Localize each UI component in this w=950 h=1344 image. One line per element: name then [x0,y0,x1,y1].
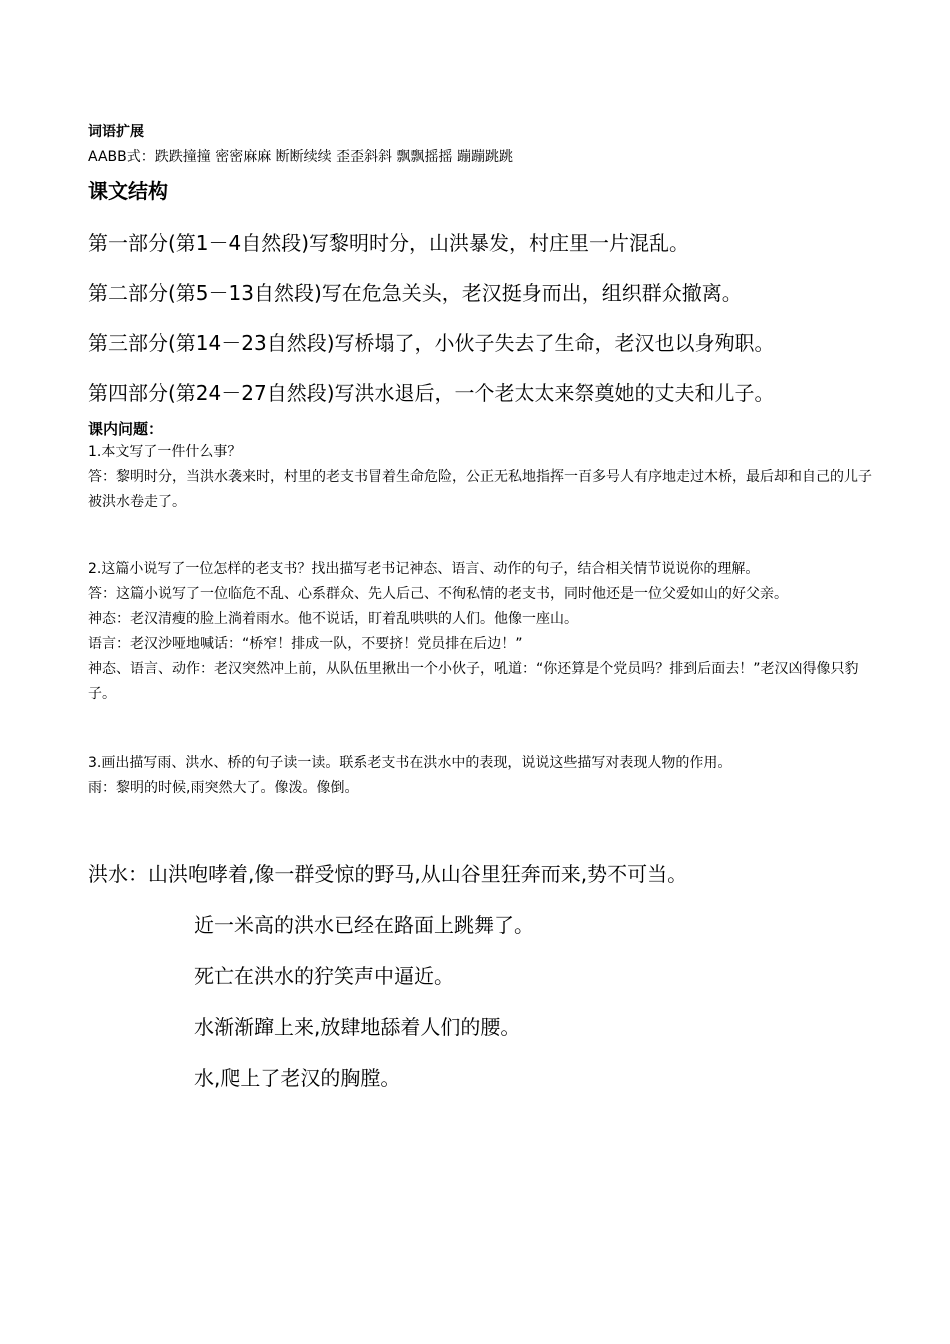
flood-line-3: 水渐渐蹿上来,放肆地舔着人们的腰。 [194,1015,521,1039]
spacer [88,707,878,751]
answer-1: 答：黎明时分，当洪水袭来时，村里的老支书冒着生命危险，公正无私地指挥一百多号人有序地走过木桥，最后却和自己的儿子被洪水卷走了。 [88,469,872,510]
answer-3-rain: 雨：黎明的时候,雨突然大了。像泼。像倒。 [88,780,359,796]
flood-line-1: 近一米高的洪水已经在路面上跳舞了。 [194,913,534,937]
answer-2: 答：这篇小说写了一位临危不乱、心系群众、先人后己、不徇私情的老支书，同时他还是一位父爱如山的好父亲。 [88,586,788,602]
structure-part-3: 第三部分(第14－23自然段)写桥塌了，小伙子失去了生命，老汉也以身殉职。 [88,331,775,355]
flood-line-2: 死亡在洪水的狞笑声中逼近。 [194,964,454,988]
question-2: 2.这篇小说写了一位怎样的老支书？找出描写老书记神态、语言、动作的句子，结合相关情节说说你的理解。 [88,561,760,577]
spacer [88,515,878,557]
flood-line-4: 水,爬上了老汉的胸膛。 [194,1066,401,1090]
vocab-line: AABB式：跌跌撞撞 密密麻麻 断断续续 歪歪斜斜 飘飘摇摇 蹦蹦跳跳 [88,149,514,165]
spacer [88,801,878,859]
answer-2-action: 神态、语言、动作：老汉突然冲上前，从队伍里揪出一个小伙子，吼道：“你还算是个党员吗？排到后面去！”老汉凶得像只豹子。 [88,661,859,702]
structure-part-4: 第四部分(第24－27自然段)写洪水退后，一个老太太来祭奠她的丈夫和儿子。 [88,381,775,405]
structure-part-2: 第二部分(第5－13自然段)写在危急关头，老汉挺身而出，组织群众撤离。 [88,281,742,305]
question-3: 3.画出描写雨、洪水、桥的句子读一读。联系老支书在洪水中的表现，说说这些描写对表现人物的作用。 [88,755,732,771]
answer-2-speech: 语言：老汉沙哑地喊话：“桥窄！排成一队，不要挤！党员排在后边！” [88,636,523,652]
answer-2-expression: 神态：老汉清瘦的脸上淌着雨水。他不说话，盯着乱哄哄的人们。他像一座山。 [88,611,578,627]
structure-part-1: 第一部分(第1－4自然段)写黎明时分，山洪暴发，村庄里一片混乱。 [88,231,690,255]
flood-lead: 洪水：山洪咆哮着,像一群受惊的野马,从山谷里狂奔而来,势不可当。 [88,862,688,886]
vocab-title: 词语扩展 [88,124,144,140]
structure-title: 课文结构 [88,179,168,203]
question-1: 1.本文写了一件什么事？ [88,444,242,460]
questions-title: 课内问题： [88,420,164,438]
document-page [88,120,878,1093]
